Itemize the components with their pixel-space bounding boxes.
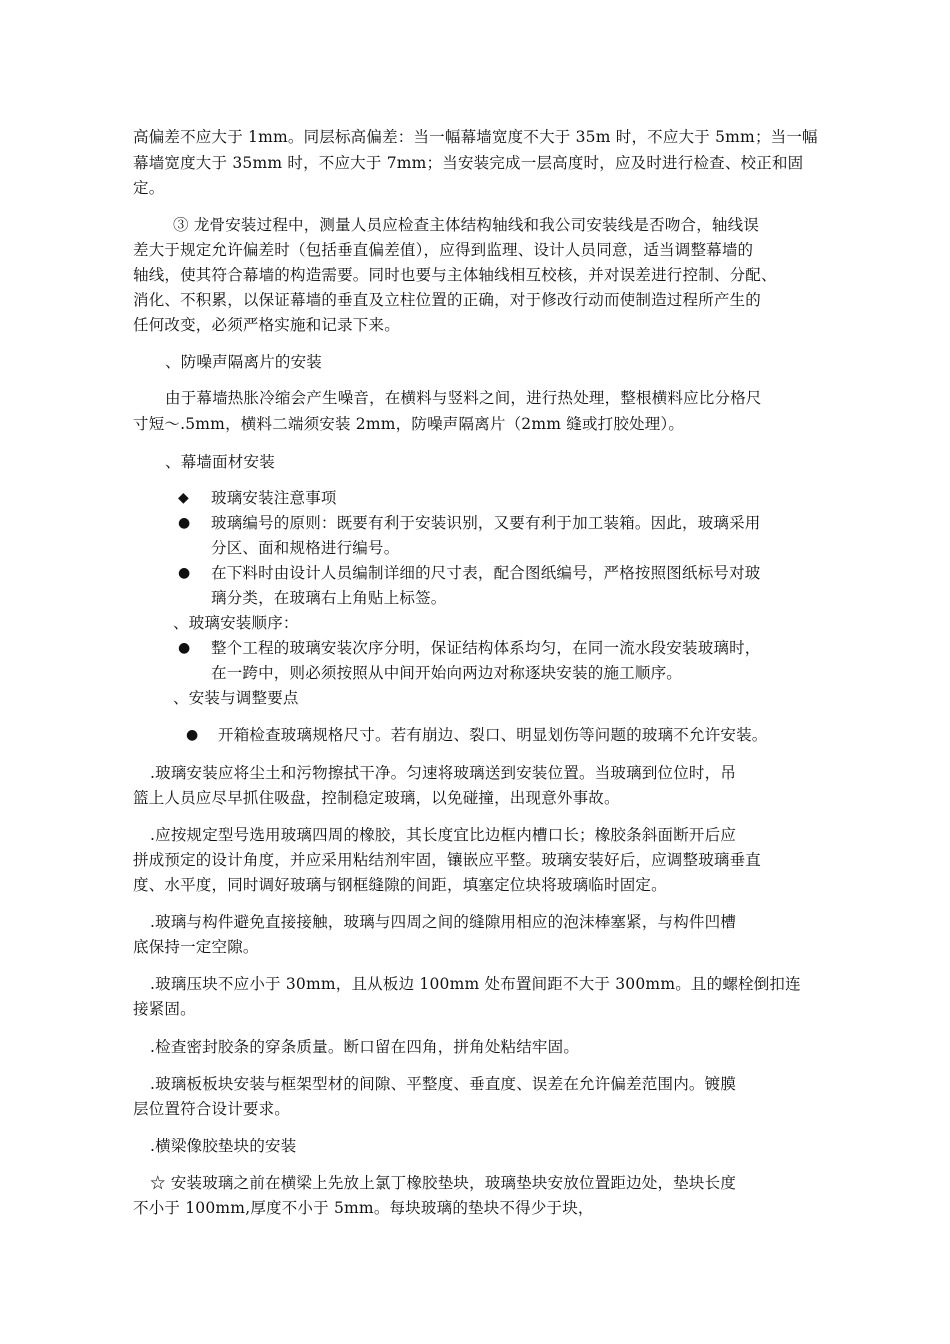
section-heading: 、安装与调整要点	[173, 689, 299, 707]
dot-bullet-icon: ●	[178, 565, 191, 581]
paragraph-line: .玻璃板板块安装与框架型材的间隙、平整度、垂直度、误差在允许偏差范围内。镀膜	[150, 1075, 737, 1093]
section-heading: 、玻璃安装顺序：	[173, 614, 299, 632]
paragraph-line: 不小于 100mm,厚度不小于 5mm。每块玻璃的垫块不得少于块，	[133, 1199, 594, 1217]
paragraph-line: 高偏差不应大于 1mm。同层标高偏差：当一幅幕墙宽度不大于 35m 时，不应大于 5mm；当一幅	[133, 128, 818, 146]
dot-bullet-icon: ●	[186, 727, 199, 743]
paragraph-line: 度、水平度，同时调好玻璃与钢框缝隙的间距，填塞定位块将玻璃临时固定。	[133, 876, 667, 894]
dot-bullet-icon: ●	[178, 515, 191, 531]
paragraph-line: ③ 龙骨安装过程中，测量人员应检查主体结构轴线和我公司安装线是否吻合，轴线误	[173, 216, 760, 234]
paragraph-line: .应按规定型号选用玻璃四周的橡胶，其长度宜比边框内槽口长；橡胶条斜面断开后应	[150, 826, 737, 844]
paragraph-line: .横梁像胶垫块的安装	[150, 1137, 297, 1155]
paragraph-line: .检查密封胶条的穿条质量。断口留在四角，拼角处粘结牢固。	[150, 1038, 580, 1056]
paragraph-line: 幕墙宽度大于 35mm 时，不应大于 7mm；当安装完成一层高度时，应及时进行检查、校正和固	[133, 154, 804, 172]
list-item: 玻璃安装注意事项	[211, 489, 337, 507]
list-item: 开箱检查玻璃规格尺寸。若有崩边、裂口、明显划伤等问题的玻璃不允许安装。	[218, 726, 768, 744]
list-item: 在下料时由设计人员编制详细的尺寸表，配合图纸编号，严格按照图纸标号对玻	[211, 564, 761, 582]
list-item: 分区、面和规格进行编号。	[211, 539, 400, 557]
paragraph-line: 差大于规定允许偏差时（包括垂直偏差值），应得到监理、设计人员同意，适当调整幕墙的	[133, 241, 754, 259]
diamond-bullet-icon: ◆	[178, 490, 189, 506]
list-item: 璃分类，在玻璃右上角贴上标签。	[211, 589, 447, 607]
paragraph-line: 任何改变，必须严格实施和记录下来。	[133, 316, 400, 334]
dot-bullet-icon: ●	[178, 640, 191, 656]
list-item: 整个工程的玻璃安装次序分明，保证结构体系均匀，在同一流水段安装玻璃时，	[211, 639, 761, 657]
paragraph-line: .玻璃安装应将尘土和污物擦拭干净。匀速将玻璃送到安装位置。当玻璃到位位时，吊	[150, 764, 737, 782]
list-item: 在一跨中，则必须按照从中间开始向两边对称逐块安装的施工顺序。	[211, 664, 683, 682]
paragraph-line: 拼成预定的设计角度，并应采用粘结剂牢固，镶嵌应平整。玻璃安装好后，应调整玻璃垂直	[133, 851, 762, 869]
paragraph-line: 寸短～.5mm，横料二端须安装 2mm，防噪声隔离片（2mm 缝或打胶处理）。	[133, 415, 685, 433]
paragraph-line: 篮上人员应尽早抓住吸盘，控制稳定玻璃，以免碰撞，出现意外事故。	[133, 789, 620, 807]
paragraph-line: 轴线，使其符合幕墙的构造需要。同时也要与主体轴线相互校核，并对误差进行控制、分配、	[133, 266, 777, 284]
paragraph-line: .玻璃压块不应小于 30mm，且从板边 100mm 处布置间距不大于 300mm。且的螺栓倒扣连	[150, 975, 801, 993]
paragraph-line: 定。	[133, 179, 165, 197]
list-item: 玻璃编号的原则：既要有利于安装识别，又要有利于加工装箱。因此，玻璃采用	[211, 514, 761, 532]
section-heading: 、防噪声隔离片的安装	[165, 353, 323, 371]
paragraph-line: 由于幕墙热胀冷缩会产生噪音，在横料与竖料之间，进行热处理，整根横料应比分格尺	[165, 389, 762, 407]
paragraph-line: 接紧固。	[133, 1000, 196, 1018]
paragraph-line: ☆ 安装玻璃之前在横梁上先放上氯丁橡胶垫块，玻璃垫块安放位置距边处，垫块长度	[150, 1174, 737, 1192]
paragraph-line: 层位置符合设计要求。	[133, 1100, 291, 1118]
paragraph-line: 消化、不积累，以保证幕墙的垂直及立柱位置的正确，对于修改行动而使制造过程所产生的	[133, 291, 762, 309]
section-heading: 、幕墙面材安装	[165, 453, 275, 471]
paragraph-line: 底保持一定空隙。	[133, 938, 259, 956]
paragraph-line: .玻璃与构件避免直接接触，玻璃与四周之间的缝隙用相应的泡沫棒塞紧，与构件凹槽	[150, 913, 737, 931]
